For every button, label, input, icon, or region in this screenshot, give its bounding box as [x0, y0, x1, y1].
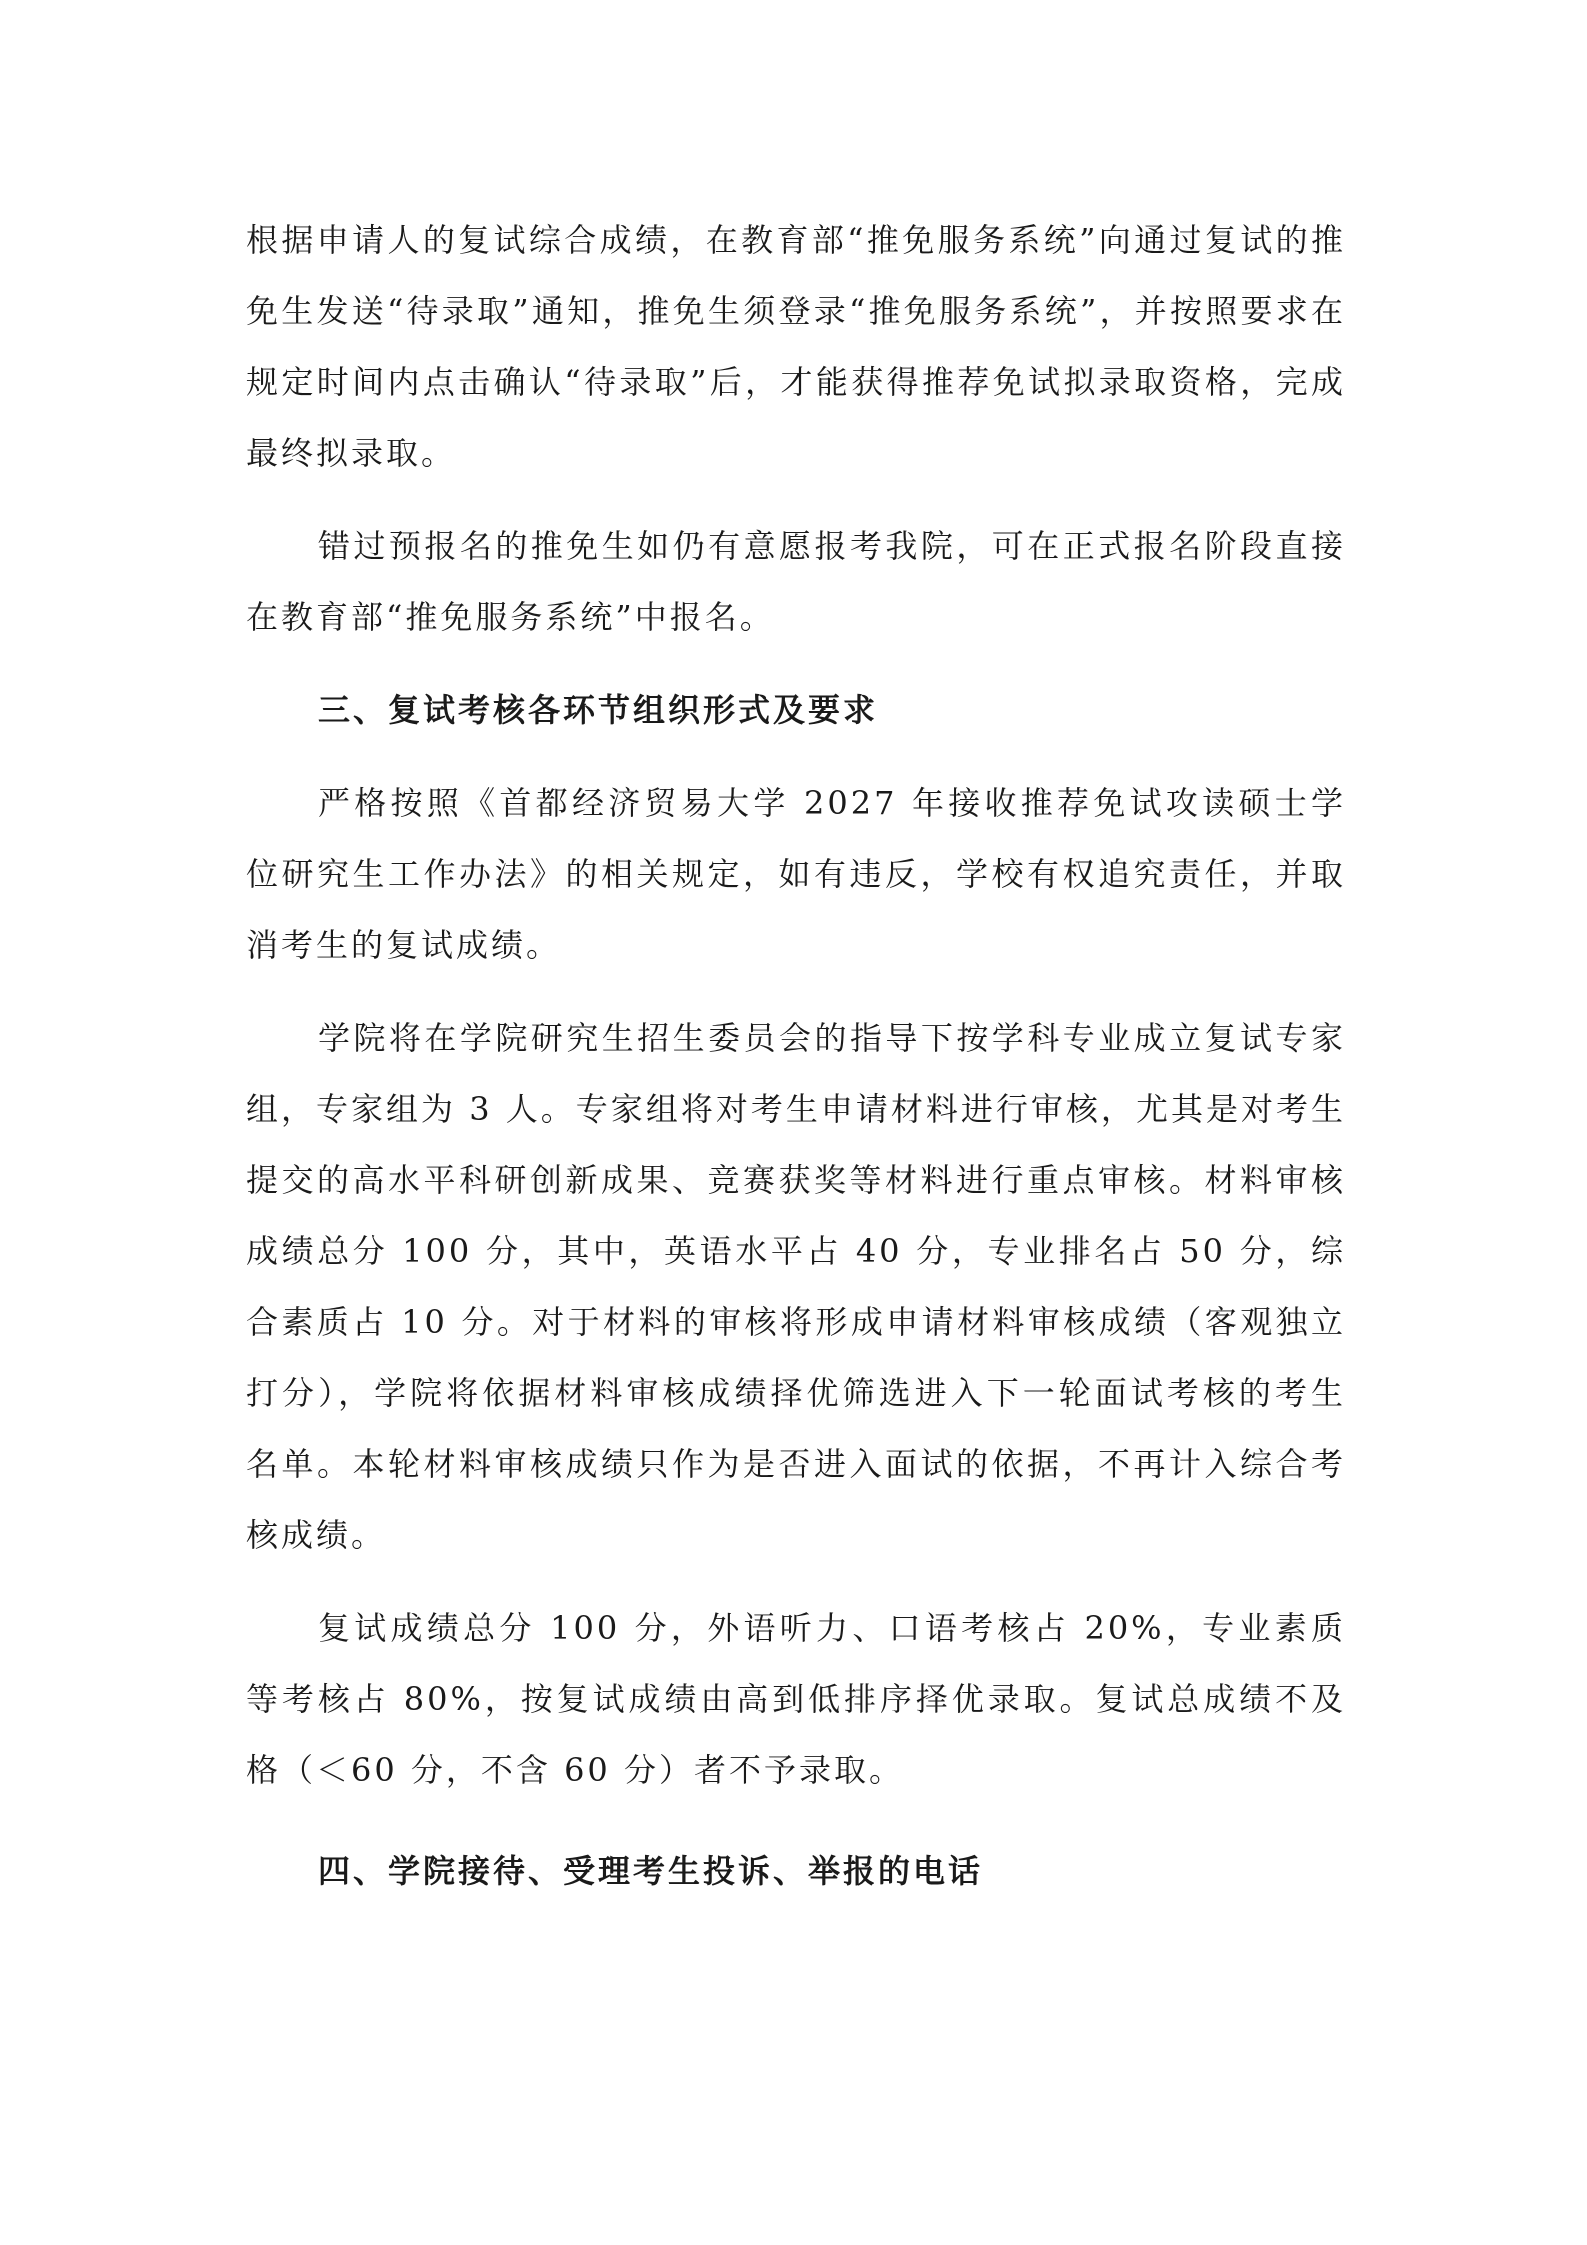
- paragraph-admission-notice: 根据申请人的复试综合成绩，在教育部“推免服务系统”向通过复试的推免生发送“待录取”通知，推免生须登录“推免服务系统”，并按照要求在规定时间内点击确认“待录取”后，才能获得推荐免试拟录取资格，完成最终拟录取。: [246, 221, 1346, 472]
- paragraph-expert-panel: 学院将在学院研究生招生委员会的指导下按学科专业成立复试专家组，专家组为 3 人。专家组将对考生申请材料进行审核，尤其是对考生提交的高水平科研创新成果、竞赛获奖等材料进行重点审核。材料审核成绩总分 100 分，其中，英语水平占 40 分，专业排名占 50 分，综合素质占 10 分。对于材料的审核将形成申请材料审核成绩（客观独立打分），学院将依据材料审核成绩择优筛选进入下一轮面试考核的考生名单。本轮材料审核成绩只作为是否进入面试的依据，不再计入综合考核成绩。: [246, 1019, 1346, 1554]
- section-heading-4: 四、学院接待、受理考生投诉、举报的电话: [318, 1852, 984, 1890]
- paragraph-score-rules: 复试成绩总分 100 分，外语听力、口语考核占 20%，专业素质等考核占 80%，按复试成绩由高到低排序择优录取。复试总成绩不及格（＜60 分，不含 60 分）者不予录取。: [246, 1609, 1346, 1789]
- document-body: [246, 205, 1346, 1907]
- paragraph-regulations: 严格按照《首都经济贸易大学 2027 年接收推荐免试攻读硕士学位研究生工作办法》的相关规定，如有违反，学校有权追究责任，并取消考生的复试成绩。: [246, 784, 1346, 964]
- paragraph-late-registration: 错过预报名的推免生如仍有意愿报考我院，可在正式报名阶段直接在教育部“推免服务系统”中报名。: [246, 527, 1346, 636]
- section-heading-3: 三、复试考核各环节组织形式及要求: [318, 691, 879, 729]
